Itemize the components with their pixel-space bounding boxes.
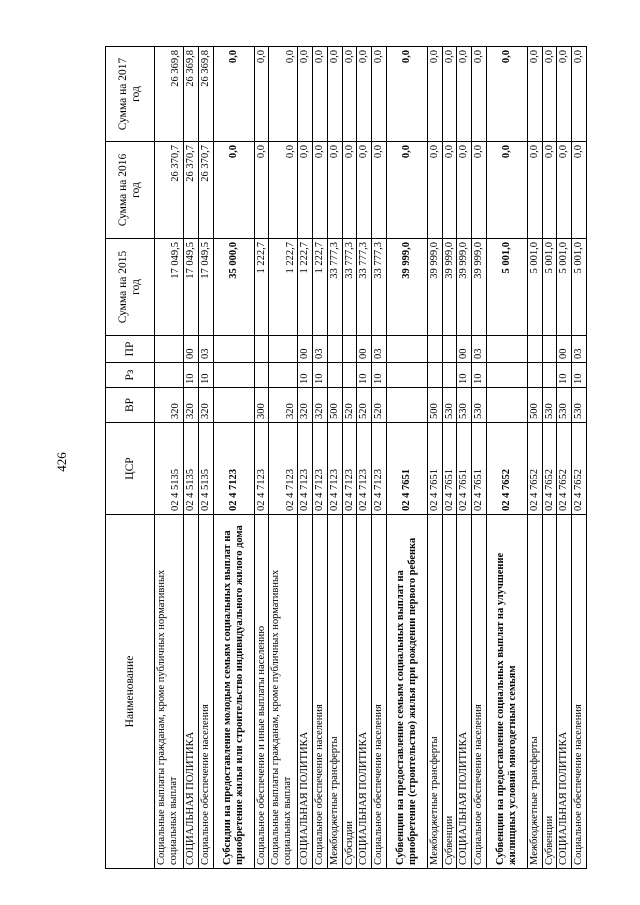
row-sum-2016-cell: 0,0 <box>386 142 427 239</box>
row-pr-cell: 03 <box>198 336 213 363</box>
col-header-rz: Рз <box>106 363 155 388</box>
table-row <box>572 47 587 869</box>
row-rz-cell <box>155 363 184 388</box>
row-sum-2017-cell: 0,0 <box>427 47 442 142</box>
table-row <box>372 47 387 869</box>
row-sum-2016-cell: 0,0 <box>313 142 328 239</box>
row-rz-cell <box>327 363 342 388</box>
row-sum-2015-cell: 1 222,7 <box>254 239 269 336</box>
table-row <box>269 47 298 869</box>
row-sum-2015-cell: 1 222,7 <box>269 239 298 336</box>
row-sum-2015-cell: 33 777,3 <box>372 239 387 336</box>
row-pr-cell: 03 <box>572 336 587 363</box>
row-sum-2016-cell: 26 370,7 <box>198 142 213 239</box>
row-name-cell: Межбюджетные трансферты <box>327 515 342 869</box>
row-vr-cell <box>213 388 254 423</box>
col-header-pr: ПР <box>106 336 155 363</box>
col-header-vr: ВР <box>106 388 155 423</box>
row-vr-cell: 530 <box>472 388 487 423</box>
row-sum-2016-cell: 0,0 <box>486 142 527 239</box>
row-rz-cell <box>386 363 427 388</box>
row-pr-cell: 00 <box>557 336 572 363</box>
table-header-row <box>106 47 155 869</box>
row-pr-cell: 03 <box>372 336 387 363</box>
row-sum-2017-cell: 0,0 <box>313 47 328 142</box>
row-sum-2017-cell: 0,0 <box>298 47 313 142</box>
col-header-sum-2015: Сумма на 2015 год <box>106 239 155 336</box>
row-name-cell: Социальное обеспечение населения <box>472 515 487 869</box>
table-row <box>298 47 313 869</box>
row-sum-2017-cell: 0,0 <box>372 47 387 142</box>
table-row <box>457 47 472 869</box>
row-csr-cell: 02 4 7123 <box>342 423 357 515</box>
table-row <box>254 47 269 869</box>
row-csr-cell: 02 4 7651 <box>386 423 427 515</box>
row-sum-2017-cell: 0,0 <box>327 47 342 142</box>
row-csr-cell: 02 4 7652 <box>486 423 527 515</box>
row-vr-cell: 320 <box>313 388 328 423</box>
row-sum-2017-cell: 0,0 <box>442 47 457 142</box>
row-sum-2016-cell: 0,0 <box>557 142 572 239</box>
row-sum-2017-cell: 0,0 <box>572 47 587 142</box>
row-name-cell: Социальное обеспечение населения <box>572 515 587 869</box>
col-header-sum-2016: Сумма на 2016 год <box>106 142 155 239</box>
row-csr-cell: 02 4 7652 <box>557 423 572 515</box>
row-sum-2017-cell: 0,0 <box>342 47 357 142</box>
row-sum-2015-cell: 17 049,5 <box>198 239 213 336</box>
table-row <box>327 47 342 869</box>
row-vr-cell: 300 <box>254 388 269 423</box>
row-sum-2015-cell: 35 000,0 <box>213 239 254 336</box>
row-vr-cell <box>486 388 527 423</box>
row-sum-2015-cell: 39 999,0 <box>457 239 472 336</box>
table-row <box>342 47 357 869</box>
row-csr-cell: 02 4 5135 <box>198 423 213 515</box>
row-sum-2017-cell: 0,0 <box>557 47 572 142</box>
row-pr-cell <box>327 336 342 363</box>
row-sum-2015-cell: 39 999,0 <box>472 239 487 336</box>
row-sum-2016-cell: 26 370,7 <box>155 142 184 239</box>
row-csr-cell: 02 4 7651 <box>457 423 472 515</box>
row-csr-cell: 02 4 7123 <box>269 423 298 515</box>
row-csr-cell: 02 4 5135 <box>155 423 184 515</box>
row-sum-2016-cell: 0,0 <box>457 142 472 239</box>
row-csr-cell: 02 4 7651 <box>442 423 457 515</box>
row-sum-2015-cell: 5 001,0 <box>557 239 572 336</box>
row-vr-cell: 320 <box>298 388 313 423</box>
row-name-cell: Субвенции на предоставление семьям социальных выплат на приобретение (строительство) жилья при рождении первого ребенка <box>386 515 427 869</box>
row-sum-2015-cell: 39 999,0 <box>386 239 427 336</box>
row-sum-2017-cell: 0,0 <box>472 47 487 142</box>
rotated-table-container <box>105 47 584 869</box>
row-sum-2015-cell: 5 001,0 <box>527 239 542 336</box>
table-row <box>542 47 557 869</box>
row-csr-cell: 02 4 7651 <box>427 423 442 515</box>
row-csr-cell: 02 4 7123 <box>213 423 254 515</box>
row-sum-2016-cell: 0,0 <box>542 142 557 239</box>
row-rz-cell: 10 <box>313 363 328 388</box>
table-body <box>155 47 587 869</box>
row-sum-2016-cell: 0,0 <box>298 142 313 239</box>
row-csr-cell: 02 4 7652 <box>542 423 557 515</box>
table-row <box>557 47 572 869</box>
row-pr-cell <box>527 336 542 363</box>
row-sum-2017-cell: 0,0 <box>542 47 557 142</box>
row-pr-cell <box>213 336 254 363</box>
row-csr-cell: 02 4 7123 <box>313 423 328 515</box>
row-vr-cell: 320 <box>184 388 199 423</box>
row-pr-cell <box>155 336 184 363</box>
row-rz-cell <box>254 363 269 388</box>
row-vr-cell: 520 <box>357 388 372 423</box>
row-sum-2017-cell: 0,0 <box>486 47 527 142</box>
row-rz-cell <box>213 363 254 388</box>
row-sum-2017-cell: 26 369,8 <box>184 47 199 142</box>
row-vr-cell: 500 <box>427 388 442 423</box>
col-header-csr: ЦСР <box>106 423 155 515</box>
row-rz-cell: 10 <box>184 363 199 388</box>
row-vr-cell <box>386 388 427 423</box>
row-vr-cell: 500 <box>327 388 342 423</box>
row-sum-2016-cell: 0,0 <box>269 142 298 239</box>
row-sum-2017-cell: 26 369,8 <box>198 47 213 142</box>
row-sum-2016-cell: 0,0 <box>372 142 387 239</box>
row-vr-cell: 530 <box>457 388 472 423</box>
row-sum-2016-cell: 0,0 <box>342 142 357 239</box>
table-row <box>442 47 457 869</box>
row-name-cell: СОЦИАЛЬНАЯ ПОЛИТИКА <box>184 515 199 869</box>
row-vr-cell: 520 <box>342 388 357 423</box>
table-row <box>213 47 254 869</box>
row-rz-cell <box>442 363 457 388</box>
row-sum-2016-cell: 0,0 <box>442 142 457 239</box>
row-csr-cell: 02 4 7652 <box>527 423 542 515</box>
row-sum-2017-cell: 0,0 <box>269 47 298 142</box>
row-sum-2016-cell: 0,0 <box>357 142 372 239</box>
row-sum-2015-cell: 17 049,5 <box>184 239 199 336</box>
row-rz-cell <box>486 363 527 388</box>
row-name-cell: Межбюджетные трансферты <box>427 515 442 869</box>
row-name-cell: СОЦИАЛЬНАЯ ПОЛИТИКА <box>298 515 313 869</box>
row-pr-cell: 00 <box>457 336 472 363</box>
row-rz-cell: 10 <box>198 363 213 388</box>
row-vr-cell: 530 <box>542 388 557 423</box>
row-name-cell: Социальное обеспечение населения <box>198 515 213 869</box>
row-sum-2016-cell: 0,0 <box>327 142 342 239</box>
row-csr-cell: 02 4 7123 <box>254 423 269 515</box>
row-sum-2016-cell: 0,0 <box>572 142 587 239</box>
row-vr-cell: 520 <box>372 388 387 423</box>
row-name-cell: Социальные выплаты гражданам, кроме публичных нормативных социальных выплат <box>269 515 298 869</box>
table-row <box>486 47 527 869</box>
row-rz-cell: 10 <box>472 363 487 388</box>
row-rz-cell <box>527 363 542 388</box>
row-name-cell: Межбюджетные трансферты <box>527 515 542 869</box>
row-rz-cell <box>269 363 298 388</box>
row-sum-2015-cell: 5 001,0 <box>572 239 587 336</box>
row-pr-cell: 00 <box>184 336 199 363</box>
row-sum-2016-cell: 26 370,7 <box>184 142 199 239</box>
table-row <box>155 47 184 869</box>
row-rz-cell: 10 <box>572 363 587 388</box>
table-row <box>357 47 372 869</box>
budget-table-frame <box>105 47 584 869</box>
table-row <box>427 47 442 869</box>
row-sum-2016-cell: 0,0 <box>213 142 254 239</box>
row-sum-2016-cell: 0,0 <box>254 142 269 239</box>
row-sum-2015-cell: 1 222,7 <box>313 239 328 336</box>
row-rz-cell: 10 <box>298 363 313 388</box>
page-number: 426 <box>54 452 69 472</box>
row-csr-cell: 02 4 7123 <box>372 423 387 515</box>
row-name-cell: Социальное обеспечение и иные выплаты населению <box>254 515 269 869</box>
row-name-cell: Субсидии на предоставление молодым семьям социальных выплат на приобретение жилья или строительство индивидуального жилого дома <box>213 515 254 869</box>
row-csr-cell: 02 4 7123 <box>298 423 313 515</box>
row-vr-cell: 530 <box>557 388 572 423</box>
row-vr-cell: 530 <box>442 388 457 423</box>
row-name-cell: Социальные выплаты гражданам, кроме публичных нормативных социальных выплат <box>155 515 184 869</box>
row-pr-cell <box>386 336 427 363</box>
row-rz-cell <box>542 363 557 388</box>
row-sum-2015-cell: 33 777,3 <box>327 239 342 336</box>
row-name-cell: Субвенции на предоставление социальных выплат на улучшение жилищных условий многодетным семьям <box>486 515 527 869</box>
row-sum-2017-cell: 0,0 <box>386 47 427 142</box>
row-sum-2015-cell: 5 001,0 <box>542 239 557 336</box>
row-rz-cell: 10 <box>357 363 372 388</box>
row-rz-cell: 10 <box>557 363 572 388</box>
row-sum-2017-cell: 0,0 <box>357 47 372 142</box>
table-row <box>527 47 542 869</box>
table-row <box>472 47 487 869</box>
row-pr-cell <box>269 336 298 363</box>
row-name-cell: Субвенции <box>442 515 457 869</box>
col-header-sum-2017: Сумма на 2017 год <box>106 47 155 142</box>
row-sum-2016-cell: 0,0 <box>472 142 487 239</box>
col-header-name: Наименование <box>106 515 155 869</box>
row-pr-cell <box>342 336 357 363</box>
row-rz-cell: 10 <box>372 363 387 388</box>
row-sum-2015-cell: 39 999,0 <box>427 239 442 336</box>
row-sum-2016-cell: 0,0 <box>427 142 442 239</box>
table-row <box>313 47 328 869</box>
row-name-cell: Субвенции <box>542 515 557 869</box>
row-csr-cell: 02 4 7123 <box>327 423 342 515</box>
row-name-cell: СОЦИАЛЬНАЯ ПОЛИТИКА <box>557 515 572 869</box>
row-sum-2015-cell: 39 999,0 <box>442 239 457 336</box>
table-row <box>386 47 427 869</box>
row-rz-cell <box>342 363 357 388</box>
budget-table <box>105 46 587 869</box>
row-rz-cell <box>427 363 442 388</box>
row-pr-cell <box>442 336 457 363</box>
row-name-cell: Субсидии <box>342 515 357 869</box>
row-name-cell: Социальное обеспечение населения <box>372 515 387 869</box>
row-sum-2015-cell: 33 777,3 <box>342 239 357 336</box>
table-row <box>198 47 213 869</box>
row-pr-cell <box>542 336 557 363</box>
row-vr-cell: 320 <box>269 388 298 423</box>
row-vr-cell: 320 <box>198 388 213 423</box>
row-sum-2017-cell: 0,0 <box>457 47 472 142</box>
row-vr-cell: 530 <box>572 388 587 423</box>
row-sum-2015-cell: 1 222,7 <box>298 239 313 336</box>
row-csr-cell: 02 4 7651 <box>472 423 487 515</box>
row-rz-cell: 10 <box>457 363 472 388</box>
row-sum-2017-cell: 0,0 <box>213 47 254 142</box>
row-sum-2017-cell: 0,0 <box>254 47 269 142</box>
row-csr-cell: 02 4 7123 <box>357 423 372 515</box>
row-sum-2015-cell: 33 777,3 <box>357 239 372 336</box>
row-sum-2017-cell: 0,0 <box>527 47 542 142</box>
row-csr-cell: 02 4 7652 <box>572 423 587 515</box>
row-sum-2016-cell: 0,0 <box>527 142 542 239</box>
table-row <box>184 47 199 869</box>
row-pr-cell <box>254 336 269 363</box>
row-pr-cell <box>427 336 442 363</box>
row-sum-2017-cell: 26 369,8 <box>155 47 184 142</box>
row-sum-2015-cell: 17 049,5 <box>155 239 184 336</box>
row-name-cell: СОЦИАЛЬНАЯ ПОЛИТИКА <box>357 515 372 869</box>
row-pr-cell <box>486 336 527 363</box>
row-sum-2015-cell: 5 001,0 <box>486 239 527 336</box>
row-pr-cell: 03 <box>472 336 487 363</box>
row-pr-cell: 00 <box>298 336 313 363</box>
row-name-cell: Социальное обеспечение населения <box>313 515 328 869</box>
row-pr-cell: 00 <box>357 336 372 363</box>
row-pr-cell: 03 <box>313 336 328 363</box>
row-vr-cell: 320 <box>155 388 184 423</box>
row-csr-cell: 02 4 5135 <box>184 423 199 515</box>
row-vr-cell: 500 <box>527 388 542 423</box>
row-name-cell: СОЦИАЛЬНАЯ ПОЛИТИКА <box>457 515 472 869</box>
